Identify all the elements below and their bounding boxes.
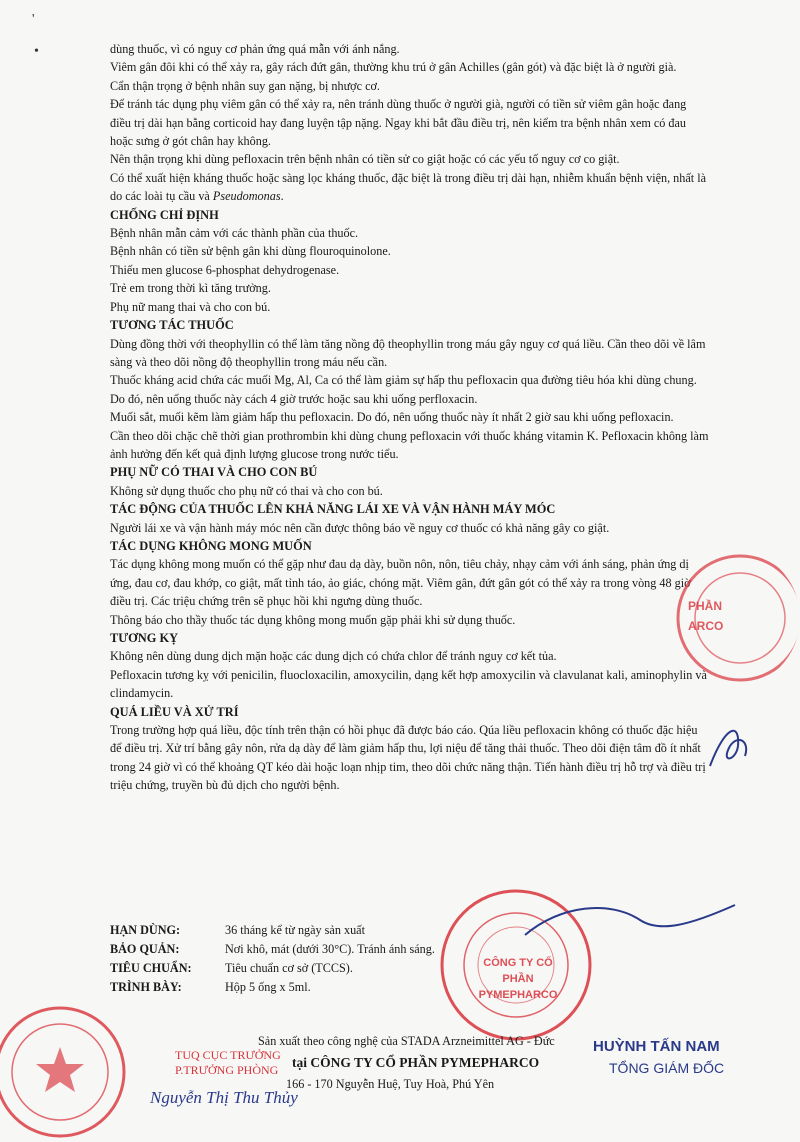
paragraph: Thuốc kháng acid chứa các muối Mg, Al, Ca có thể làm giảm sự hấp thu pefloxacin qua đường tiêu hóa khi dùng chung. Do đó, nên uống thuốc này cách 4 giờ trước hoặc sau khi uống perfloxacin. <box>110 373 697 406</box>
signature-mark <box>700 716 760 776</box>
section-heading: TƯƠNG KỴ <box>110 631 179 645</box>
scan-mark: ' <box>32 12 35 27</box>
info-value: Hộp 5 ống x 5ml. <box>225 980 311 994</box>
paragraph: Thiếu men glucose 6-phosphat dehydrogenase. <box>110 262 340 277</box>
left-signer-title-2: P.TRƯỞNG PHÒNG <box>175 1063 279 1077</box>
paragraph: Trong trường hợp quá liều, độc tính trên thận có hồi phục đã được báo cáo. Qúa liều pefloxacin không có thuốc đặc hiệu để điều trị. Xử trí bằng gây nôn, rửa dạ dày để làm giảm hấp thu, lợi niệu để tăng thải thuốc. Theo dõi điện tâm đồ ít nhất trong 24 giờ vì có thể khoảng QT kéo dài hoặc loạn nhịp tim, theo dõi chức năng thận. Tiến hành điều trị hỗ trợ và điều trị triệu chứng, truyền bù đủ dịch cho người bệnh. <box>110 723 706 793</box>
paragraph: Có thể xuất hiện kháng thuốc hoặc sàng lọc kháng thuốc, đặc biệt là trong điều trị dài hạn, nhiễm khuẩn bệnh viện, nhất là do các loài tụ cầu và Pseudomonas. <box>110 170 707 204</box>
paragraph: Pefloxacin tương kỵ với penicilin, fluocloxacilin, amoxycilin, dạng kết hợp amoxycilin và clavulanat kali, aminophylin và clindamycin. <box>110 667 707 701</box>
paragraph: Bệnh nhân mẫn cảm với các thành phần của thuốc. <box>110 226 359 241</box>
info-key: TIÊU CHUẨN: <box>110 961 192 975</box>
address-line: 166 - 170 Nguyễn Huệ, Tuy Hoà, Phú Yên <box>286 1077 495 1091</box>
info-key: HẠN DÙNG: <box>110 923 181 937</box>
director-signature <box>520 895 740 955</box>
paragraph: Cẩn thận trọng ở bệnh nhân suy gan nặng, bị nhược cơ. <box>110 78 380 93</box>
scan-mark: • <box>34 44 39 59</box>
paragraph: Bệnh nhân có tiền sử bệnh gân khi dùng flouroquinolone. <box>110 244 391 259</box>
document-body <box>110 40 710 795</box>
paragraph: Phụ nữ mang thai và cho con bú. <box>110 299 271 314</box>
info-row <box>110 921 435 940</box>
paragraph: Viêm gân đôi khi có thể xảy ra, gây rách đứt gân, thường khu trú ở gân Achilles (gân gót) và đặc biệt là ở người già. <box>110 60 677 75</box>
info-key: TRÌNH BÀY: <box>110 980 182 994</box>
left-signer-title-1: TUQ CỤC TRƯỞNG <box>175 1048 281 1062</box>
section-heading: PHỤ NỮ CÓ THAI VÀ CHO CON BÚ <box>110 465 318 480</box>
info-row <box>110 959 435 978</box>
paragraph: Cần theo dõi chặc chẽ thời gian prothrombin khi dùng chung pefloxacin với thuốc kháng vitamin K. Pefloxacin không làm ảnh hưởng đến kết quả định lượng glucose trong nước tiểu. <box>110 428 709 461</box>
info-value: 36 tháng kể từ ngày sản xuất <box>225 923 365 937</box>
paragraph: Không sử dụng thuốc cho phụ nữ có thai và cho con bú. <box>110 483 383 498</box>
company-stamp-text: CÔNG TY CỔ PHẦN PYMEPHARCO <box>478 957 558 1001</box>
director-name: HUỲNH TẤN NAM <box>593 1038 720 1055</box>
paragraph: Tác dụng không mong muốn có thể gặp như đau dạ dày, buồn nôn, nôn, tiêu chảy, nhạy cảm với ánh sáng, phản ứng dị ứng, đau cơ, đau khớp, co giật, mất tỉnh táo, ảo giác, chóng mặt. Viêm gân, đứt gân gót có thể xảy ra trong vòng 48 giờ điều trị. Các triệu chứng trên sẽ phục hồi khi ngưng dùng thuốc. <box>110 557 691 609</box>
right-stamp-text: PHẦN ARCO <box>688 599 724 633</box>
paragraph: Dùng đồng thời với theophyllin có thể làm tăng nồng độ theophyllin trong máu gây nguy cơ quá liều. Cần theo dõi về lâm sàng và theo dõi nồng độ theophyllin trong máu nếu cần. <box>110 336 706 369</box>
paragraph: Trẻ em trong thời kì tăng trưởng. <box>110 281 271 296</box>
product-info-block <box>110 921 435 997</box>
paragraph: Người lái xe và vận hành máy móc nên cần được thông báo về nguy cơ thuốc có khả năng gây co giật. <box>110 520 610 535</box>
manufacturer-line: Sản xuất theo công nghệ của STADA Arzneimittel AG - Đức <box>258 1034 555 1048</box>
section-heading: CHỐNG CHỈ ĐỊNH <box>110 207 219 222</box>
section-heading: TÁC ĐỘNG CỦA THUỐC LÊN KHẢ NĂNG LÁI XE VÀ VẬN HÀNH MÁY MÓC <box>110 502 556 517</box>
paragraph: Thông báo cho thầy thuốc tác dụng không mong muốn gặp phải khi sử dụng thuốc. <box>110 612 516 627</box>
director-title: TỔNG GIÁM ĐỐC <box>609 1060 725 1076</box>
info-row <box>110 940 435 959</box>
ministry-seal-stamp <box>0 1002 150 1142</box>
paragraph: Để tránh tác dụng phụ viêm gân có thể xảy ra, nên tránh dùng thuốc ở người già, người có tiền sử viêm gân hoặc đang điều trị dài hạn bằng corticoid hay đang luyện tập nặng. Ngay khi bắt đầu điều trị, nên kiểm tra bệnh nhân xem có đau hoặc sưng ở gót chân hay không. <box>110 97 687 149</box>
section-heading: QUÁ LIỀU VÀ XỬ TRÍ <box>110 704 239 719</box>
left-signer-name: Nguyễn Thị Thu Thủy <box>150 1088 298 1107</box>
company-line: tại CÔNG TY CỔ PHẦN PYMEPHARCO <box>292 1055 540 1070</box>
paragraph: dùng thuốc, vì có nguy cơ phản ứng quá mẫn với ánh nắng. <box>110 42 400 56</box>
paragraph: Không nên dùng dung dịch mặn hoặc các dung dịch có chứa chlor để tránh nguy cơ kết tủa. <box>110 649 557 664</box>
info-row <box>110 978 435 997</box>
section-heading: TÁC DỤNG KHÔNG MONG MUỐN <box>110 538 312 553</box>
info-key: BẢO QUẢN: <box>110 942 180 956</box>
paragraph: Nên thận trọng khi dùng pefloxacin trên bệnh nhân có tiền sử co giật hoặc có các yếu tố nguy cơ co giật. <box>110 152 620 167</box>
info-value: Nơi khô, mát (dưới 30°C). Tránh ánh sáng. <box>225 942 435 956</box>
paragraph: Muối sắt, muối kẽm làm giảm hấp thu pefloxacin. Do đó, nên uống thuốc này ít nhất 2 giờ sau khi uống pefloxacin. <box>110 410 674 425</box>
info-value: Tiêu chuẩn cơ sở (TCCS). <box>225 961 353 975</box>
section-heading: TƯƠNG TÁC THUỐC <box>110 318 234 333</box>
